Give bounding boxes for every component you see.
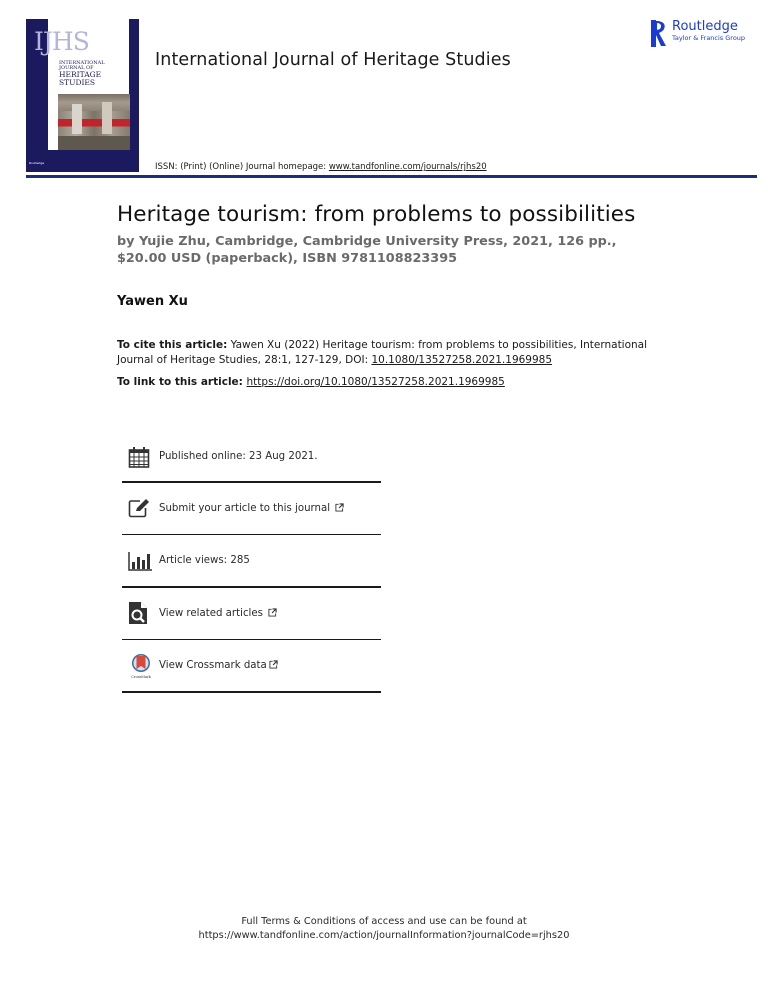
external-link-icon [268, 608, 277, 617]
cite-label: To cite this article: [117, 339, 228, 351]
issn-text: ISSN: (Print) (Online) Journal homepage: [155, 162, 329, 172]
calendar-icon [128, 445, 156, 469]
external-link-icon [335, 503, 344, 512]
submit-article-link[interactable] [159, 503, 344, 514]
crossmark-icon [128, 654, 156, 678]
cover-bottom-band [26, 150, 139, 172]
footer-terms-url[interactable]: https://www.tandfonline.com/action/journalInformation?journalCode=rjhs20 [198, 930, 570, 941]
article-info-list [122, 432, 381, 693]
published-date: Published online: 23 Aug 2021. [159, 451, 318, 462]
article-subtitle: by Yujie Zhu, Cambridge, Cambridge University Press, 2021, 126 pp., $20.00 USD (paperback), ISBN 9781108823395 [117, 234, 617, 266]
info-item-published [122, 432, 381, 481]
cover-title-line: JOURNAL OF [59, 65, 94, 71]
publisher-text [672, 20, 745, 43]
cover-masthead: IJHS [34, 27, 89, 56]
journal-title: International Journal of Heritage Studies [155, 50, 511, 70]
header-divider [26, 175, 757, 178]
cover-figure [72, 104, 82, 134]
article-views: Article views: 285 [159, 555, 250, 566]
info-item-crossmark[interactable] [122, 640, 381, 691]
info-item-views [122, 535, 381, 586]
related-articles-link[interactable] [159, 608, 277, 619]
external-link-icon [269, 660, 278, 669]
bar-chart-icon [128, 549, 156, 573]
citation [117, 338, 677, 368]
publisher-logo [651, 20, 745, 48]
journal-homepage-link[interactable]: www.tandfonline.com/journals/rjhs20 [328, 162, 487, 172]
edit-icon [128, 496, 156, 520]
issn-line [155, 162, 487, 172]
cover-title-line: HERITAGE [59, 70, 102, 79]
info-item-submit[interactable] [122, 483, 381, 534]
crossmark-label: View Crossmark data [159, 660, 267, 671]
routledge-r-icon [651, 20, 666, 47]
publisher-group: Taylor & Francis Group [672, 34, 746, 42]
info-item-related[interactable] [122, 588, 381, 639]
cite-doi-link[interactable]: 10.1080/13527258.2021.1969985 [371, 354, 553, 366]
journal-cover-thumbnail [26, 19, 139, 172]
submit-article-label: Submit your article to this journal [159, 502, 331, 514]
article-author: Yawen Xu [117, 294, 188, 309]
crossmark-link[interactable] [159, 660, 278, 671]
search-document-icon [128, 601, 156, 625]
article-doi-link[interactable]: https://doi.org/10.1080/13527258.2021.1969985 [246, 376, 505, 388]
article-title: Heritage tourism: from problems to possibilities [117, 202, 636, 227]
related-articles-label: View related articles [159, 607, 263, 619]
cover-publisher-logo: Routledge [29, 161, 45, 165]
cite-text: Yawen Xu (2022) Heritage tourism: from problems to possibilities, International Journal of Heritage Studies, 28:1, 127-129, DOI: [117, 339, 648, 366]
cover-title-line: INTERNATIONAL [59, 60, 105, 66]
svg-text:CrossMark: CrossMark [131, 674, 151, 679]
link-label: To link to this article: [117, 376, 247, 388]
publisher-name: Routledge [672, 19, 738, 34]
cover-figure [102, 102, 112, 134]
footer-line: Full Terms & Conditions of access and use can be found at [241, 916, 527, 927]
cover-title [59, 61, 105, 86]
cover-title-line: STUDIES [59, 77, 96, 87]
cover-artwork [58, 94, 130, 150]
info-divider [122, 691, 381, 693]
footer-terms [0, 915, 768, 943]
article-link-line [117, 376, 505, 388]
